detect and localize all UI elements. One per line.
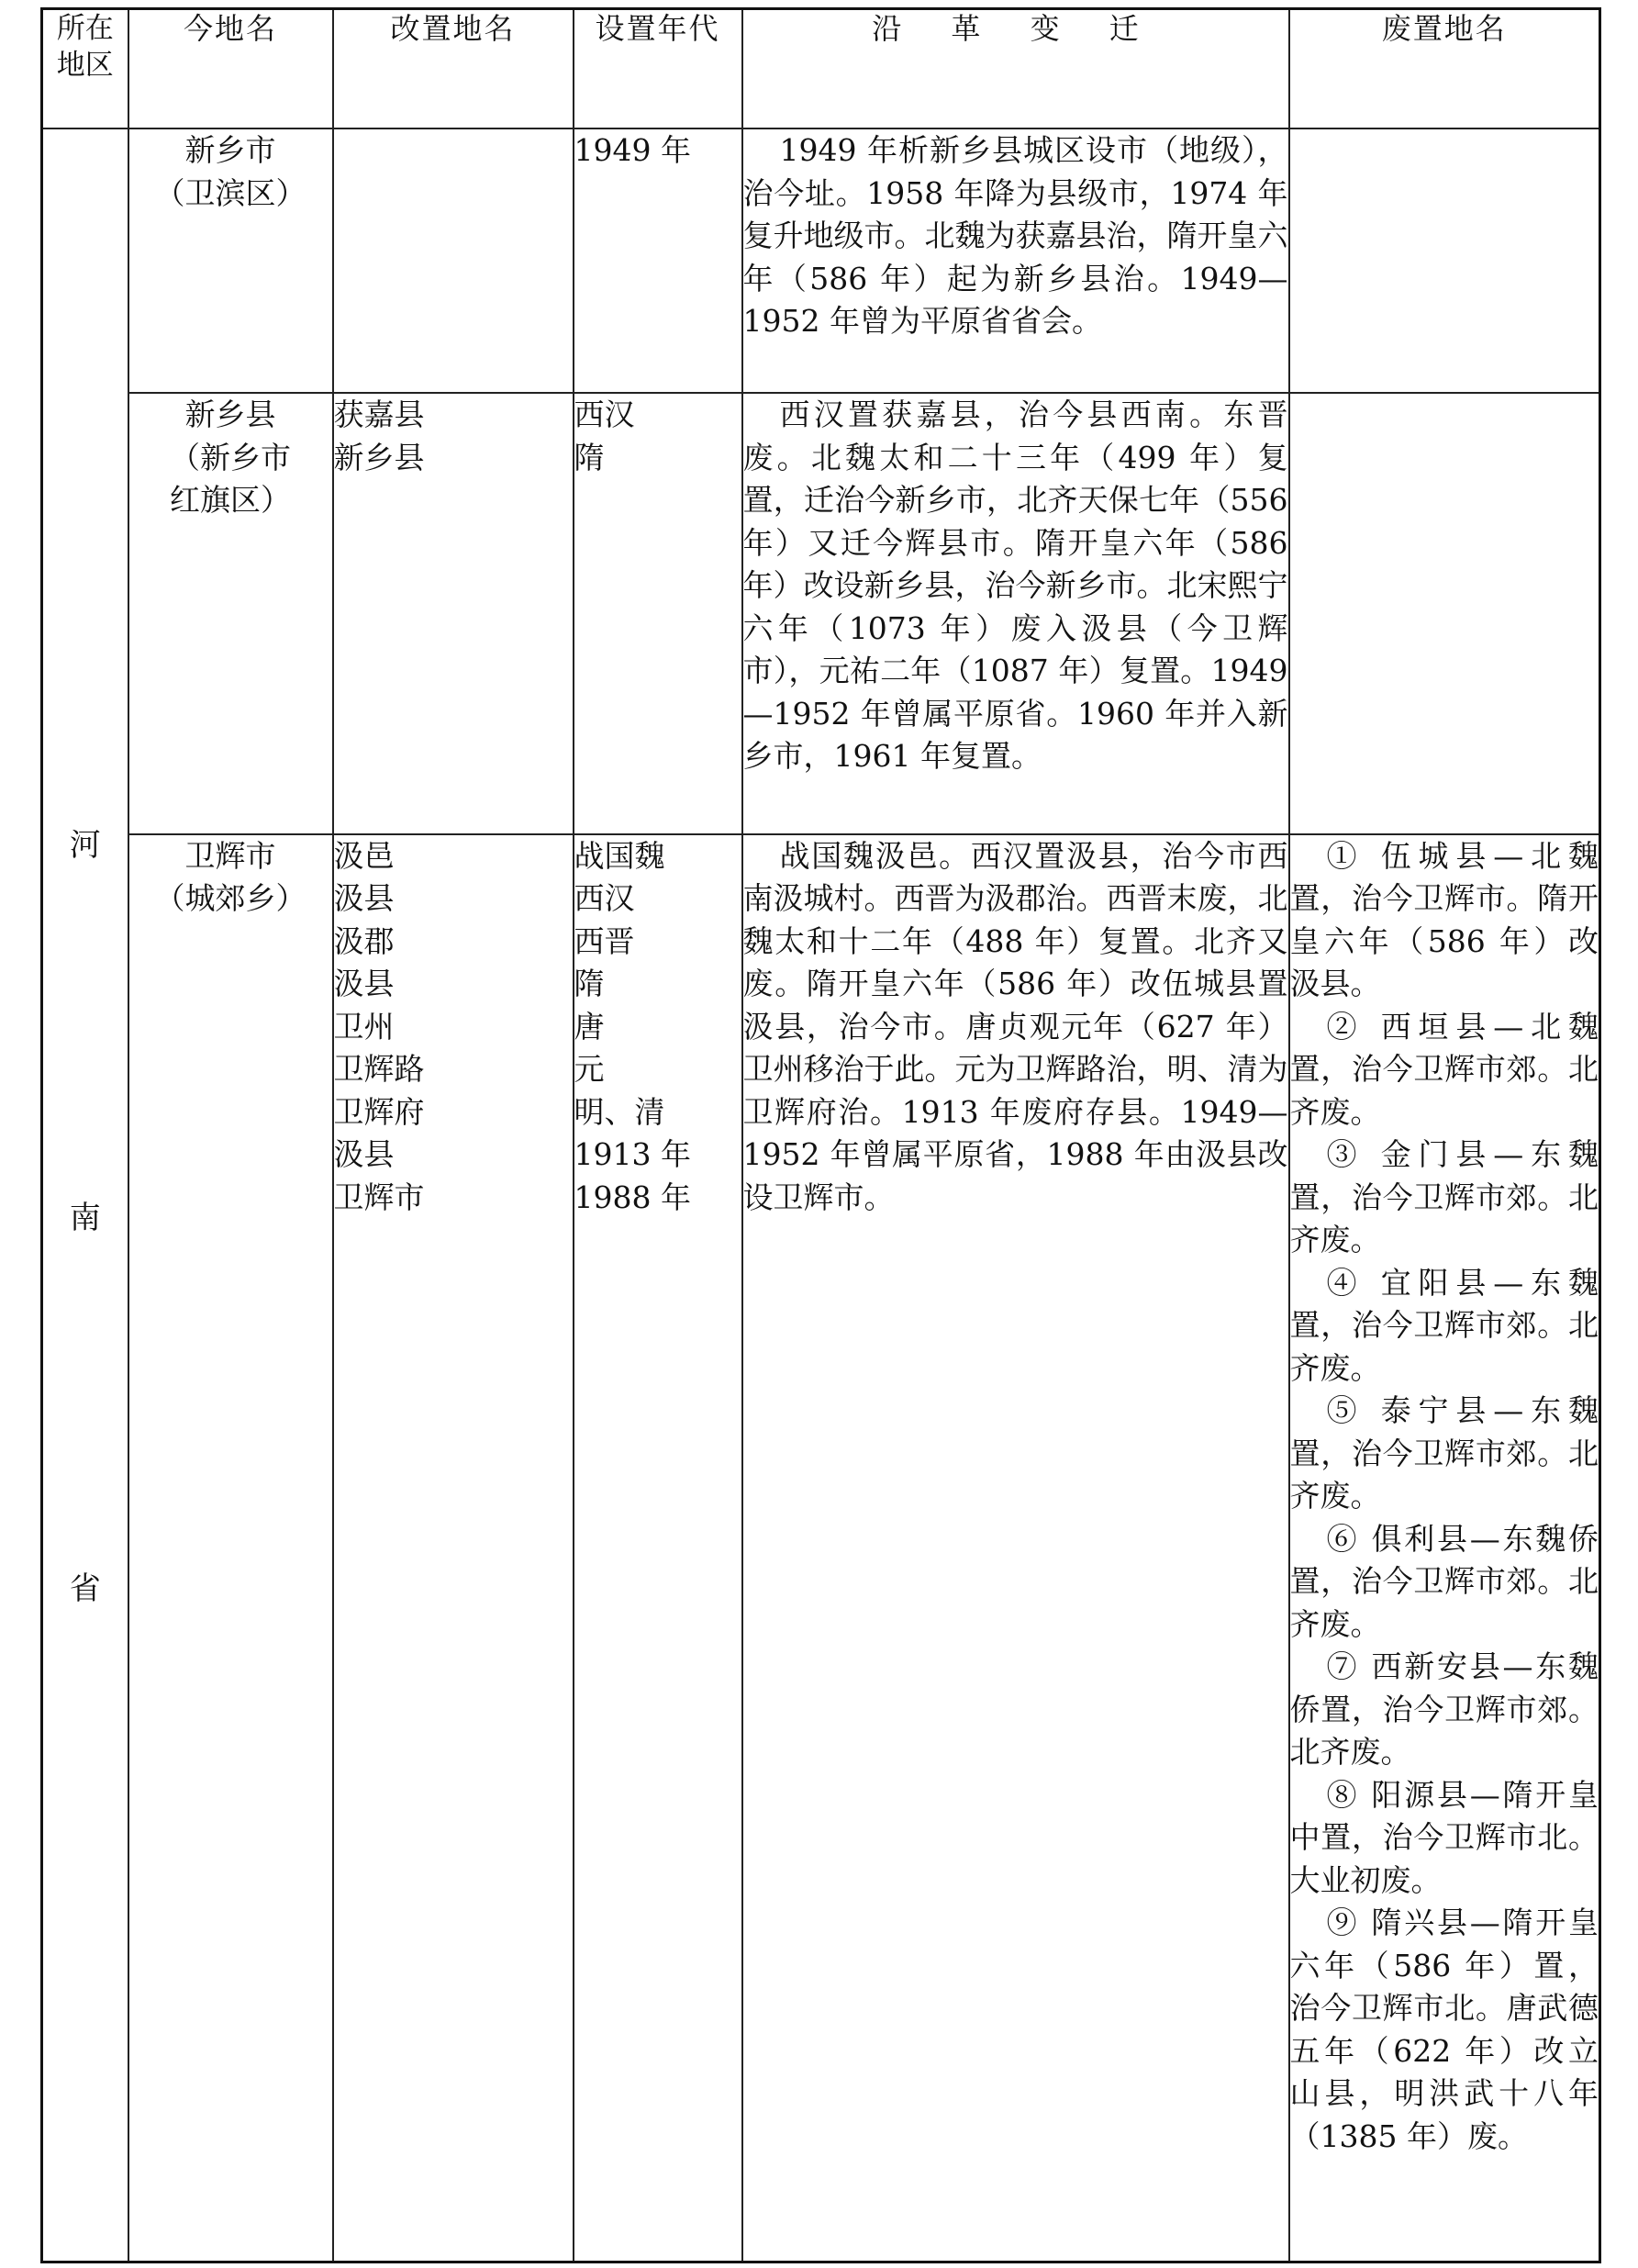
abolished-item: ⑦ 西新安县—东魏侨置，治今卫辉市郊。北齐废。: [1289, 1648, 1599, 1771]
abolished-item: ⑨ 隋兴县—隋开皇六年（586 年）置，治今卫辉市北。唐武德五年（622 年）改立山县，明洪武十八年（1385 年）废。: [1289, 1905, 1599, 2154]
year-cell: 战国魏 西汉 西晋 隋 唐 元 明、清 1913 年 1988 年: [574, 834, 742, 2262]
history-cell: 战国魏汲邑。西汉置汲县，治今市西南汲城村。西晋为汲郡治。西晋末废，北魏太和十二年（488 年）复置。北齐又废。隋开皇六年（586 年）改伍城县置汲县，治今市。唐贞观元年（627 年）卫州移治于此。元为卫辉路治，明、清为卫辉府治。1913 年废府存县。1949—1952 年曾属平原省，1988 年由汲县改设卫辉市。: [742, 834, 1289, 2262]
header-abolished: 废置地名: [1289, 9, 1600, 129]
table-row: [42, 128, 1600, 393]
gazetteer-table: [40, 7, 1601, 2263]
abolished-item: ④ 宜阳县—东魏置，治今卫辉市郊。北齐废。: [1289, 1264, 1599, 1386]
header-current-name: 今地名: [128, 9, 333, 129]
current-name-cell: 新乡县 （新乡市 红旗区）: [128, 393, 333, 834]
header-history: 沿 革 变 迁: [742, 9, 1289, 129]
abolished-item: ⑤ 泰宁县—东魏置，治今卫辉市郊。北齐废。: [1289, 1392, 1599, 1514]
renamed-cell: 获嘉县 新乡县: [333, 393, 574, 834]
abolished-cell: [1289, 128, 1600, 393]
abolished-item: ① 伍城县—北魏置，治今卫辉市。隋开皇六年（586 年）改汲县。: [1289, 837, 1599, 1002]
history-cell: 1949 年析新乡县城区设市（地级），治今址。1958 年降为县级市，1974 年复升地级市。北魏为获嘉县治，隋开皇六年（586 年）起为新乡县治。1949—1952 年曾为平原省省会。: [742, 128, 1289, 393]
year-cell: 西汉 隋: [574, 393, 742, 834]
year-cell: 1949 年: [574, 128, 742, 393]
current-name-cell: 卫辉市 （城郊乡）: [128, 834, 333, 2262]
region-char: 河: [69, 827, 101, 864]
table-row: [42, 834, 1600, 2262]
abolished-item: ⑧ 阳源县—隋开皇中置，治今卫辉市北。大业初废。: [1289, 1776, 1599, 1898]
abolished-item: ⑥ 俱利县—东魏侨置，治今卫辉市郊。北齐废。: [1289, 1520, 1599, 1642]
header-row: [42, 9, 1600, 129]
renamed-cell: [333, 128, 574, 393]
current-name-cell: 新乡市 （卫滨区）: [128, 128, 333, 393]
header-established: 设置年代: [574, 9, 742, 129]
header-region: 所在 地区: [42, 9, 128, 129]
header-renamed: 改置地名: [333, 9, 574, 129]
abolished-item: ③ 金门县—东魏置，治今卫辉市郊。北齐废。: [1289, 1136, 1599, 1258]
renamed-cell: 汲邑 汲县 汲郡 汲县 卫州 卫辉路 卫辉府 汲县 卫辉市: [333, 834, 574, 2262]
region-cell: [42, 128, 128, 2262]
region-char: 省: [69, 1570, 101, 1607]
region-char: 南: [69, 1200, 101, 1236]
abolished-cell: [1289, 393, 1600, 834]
abolished-item: ② 西垣县—北魏置，治今卫辉市郊。北齐废。: [1289, 1008, 1599, 1130]
table-row: [42, 393, 1600, 834]
history-cell: 西汉置获嘉县，治今县西南。东晋废。北魏太和二十三年（499 年）复置，迁治今新乡市，北齐天保七年（556 年）又迁今辉县市。隋开皇六年（586 年）改设新乡县，治今新乡市。北宋熙宁六年（1073 年）废入汲县（今卫辉市），元祐二年（1087 年）复置。1949—1952 年曾属平原省。1960 年并入新乡市，1961 年复置。: [742, 393, 1289, 834]
abolished-cell: [1289, 834, 1600, 2262]
